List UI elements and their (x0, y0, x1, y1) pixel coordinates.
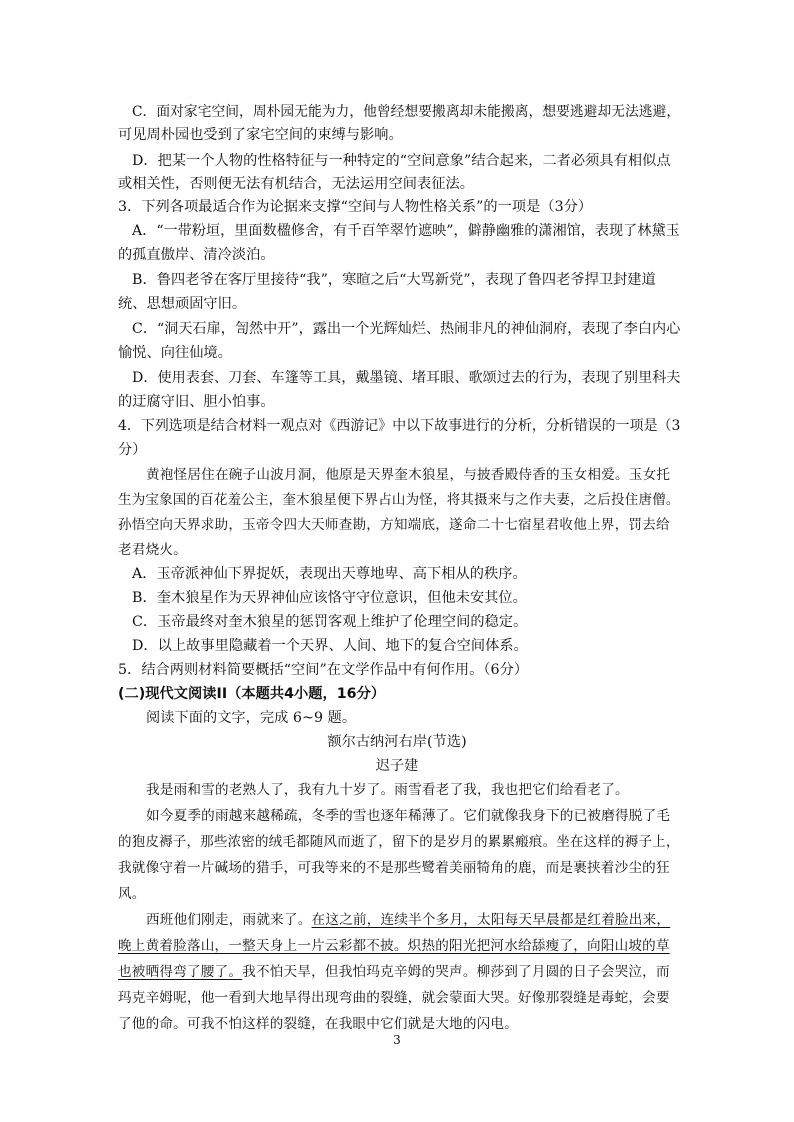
q4-story-line1: 黄袍怪居住在碗子山波月洞，他原是天界奎木狼星，与披香殿侍香的玉女相爱。玉女托 (146, 467, 671, 483)
q3-option-a-line1: A．“一带粉垣，里面数楹修舍，有千百竿翠竹遮映”，僻静幽雅的潇湘馆，表现了林黛玉 (132, 223, 680, 239)
question-3-stem: 3．下列各项最适合作为论据来支撑“空间与人物性格关系”的一项是（3分） (118, 199, 593, 215)
q3-option-c-line2: 愉悦、向往仙境。 (118, 345, 232, 361)
q3-option-d-line1: D．使用表套、刀套、车篷等工具，戴墨镜、堵耳眼、歌颂过去的行为，表现了别里科夫 (132, 370, 681, 386)
q3-option-d-line2: 的迂腐守旧、胆小怕事。 (118, 394, 275, 410)
passage-p2-line1: 如今夏季的雨越来越稀疏，冬季的雪也逐年稀薄了。它们就像我身下的已被磨得脱了毛 (146, 808, 671, 824)
passage-paragraph-1: 我是雨和雪的老熟人了，我有九十岁了。雨雪看老了我，我也把它们给看老了。 (146, 782, 629, 798)
reading-instruction: 阅读下面的文字，完成 6~9 题。 (146, 710, 357, 726)
question-4-stem-line2: 分） (118, 442, 147, 458)
q4-option-a: A．玉帝派神仙下界捉妖，表现出天尊地卑、高下相从的秩序。 (132, 566, 527, 582)
passage-underlined-text-end: 也被晒得弯了腰了。 (118, 964, 243, 980)
passage-p3-lead: 西班他们刚走，雨就来了。 (146, 912, 312, 928)
passage-p3-line3 (118, 962, 670, 982)
passage-p2-line2: 的狍皮褥子，那些浓密的绒毛都随风而逝了，留下的是岁月的累累瘢痕。坐在这样的褥子上， (118, 834, 680, 850)
q3-option-c-line1: C．“洞天石扉，訇然中开”，露出一个光辉灿烂、热闹非凡的神仙洞府，表现了李白内心 (132, 321, 681, 337)
passage-p3-line2-underlined: 晚上黄着脸落山，一整天身上一片云彩都不披。炽热的阳光把河水给舔瘦了，向阳山坡的草 (118, 938, 670, 954)
passage-p3-line1 (146, 910, 670, 930)
q3-option-b-line1: B．鲁四老爷在客厅里接待“我”，寒暄之后“大骂新党”，表现了鲁四老爷捍卫封建道 (132, 272, 656, 288)
passage-underlined-text: 在这之前，连续半个多月，太阳每天早晨都是红着脸出来， (311, 912, 671, 928)
passage-p2-line3: 我就像守着一片碱场的猎手，可我等来的不是那些鹭着美丽犄角的鹿，而是裹挟着沙尘的狂 (118, 860, 670, 876)
q4-option-b: B．奎木狼星作为天界神仙应该恪守守位意识，但他未安其位。 (132, 590, 527, 606)
q4-option-d: D．以上故事里隐藏着一个天界、人间、地下的复合空间体系。 (132, 638, 528, 654)
q3-option-a-line2: 的孤直傲岸、清冷淡泊。 (118, 247, 275, 263)
passage-p3-line4: 玛克辛姆呢，他一看到大地旱得出现弯曲的裂缝，就会蒙面大哭。好像那裂缝是毒蛇，会要 (118, 990, 670, 1006)
passage-p3-line5: 了他的命。可我不怕这样的裂缝，在我眼中它们就是大地的闪电。 (118, 1016, 519, 1032)
passage-author: 迟子建 (375, 758, 419, 774)
question-5: 5．结合两则材料简要概括“空间”在文学作品中有何作用。（6分） (118, 662, 529, 678)
q2-option-c-line1: C．面对家宅空间，周朴园无能为力，他曾经想要搬离却未能搬离，想要逃避却无法逃避， (132, 104, 681, 120)
section-heading: (二)现代文阅读II（本题共4小题，16分） (118, 686, 386, 702)
q4-option-c: C．玉帝最终对奎木狼星的惩罚客观上维护了伦理空间的稳定。 (132, 614, 528, 630)
passage-p2-line4: 风。 (118, 886, 146, 902)
q3-option-b-line2: 统、思想顽固守旧。 (118, 296, 247, 312)
q2-option-d-line2: 或相关性，否则便无法有机结合，无法运用空间表征法。 (118, 176, 474, 192)
question-4-stem-line1: 4．下列选项是结合材料一观点对《西游记》中以下故事进行的分析，分析错误的一项是（3 (118, 418, 681, 434)
q2-option-d-line1: D．把某一个人物的性格特征与一种特定的“空间意象”结合起来，二者必须具有相似点 (132, 153, 671, 169)
q4-story-line3: 孙悟空向天界求助，玉帝令四大天师查勘，方知端底，遂命二十七宿星君收他上界，罚去给 (118, 517, 670, 533)
page-number: 3 (393, 1033, 401, 1047)
passage-title: 额尔古纳河右岸(节选) (327, 734, 467, 750)
q2-option-c-line2: 可见周朴园也受到了家宅空间的束缚与影响。 (118, 127, 403, 143)
passage-p3-rest: 我不怕天旱，但我怕玛克辛姆的哭声。柳莎到了月圆的日子会哭泣，而 (242, 964, 670, 980)
q4-story-line4: 老君烧火。 (118, 542, 187, 558)
q4-story-line2: 生为宝象国的百花羞公主，奎木狼星便下界占山为怪，将其摄来与之作夫妻，之后投住唐僧。 (118, 492, 680, 508)
